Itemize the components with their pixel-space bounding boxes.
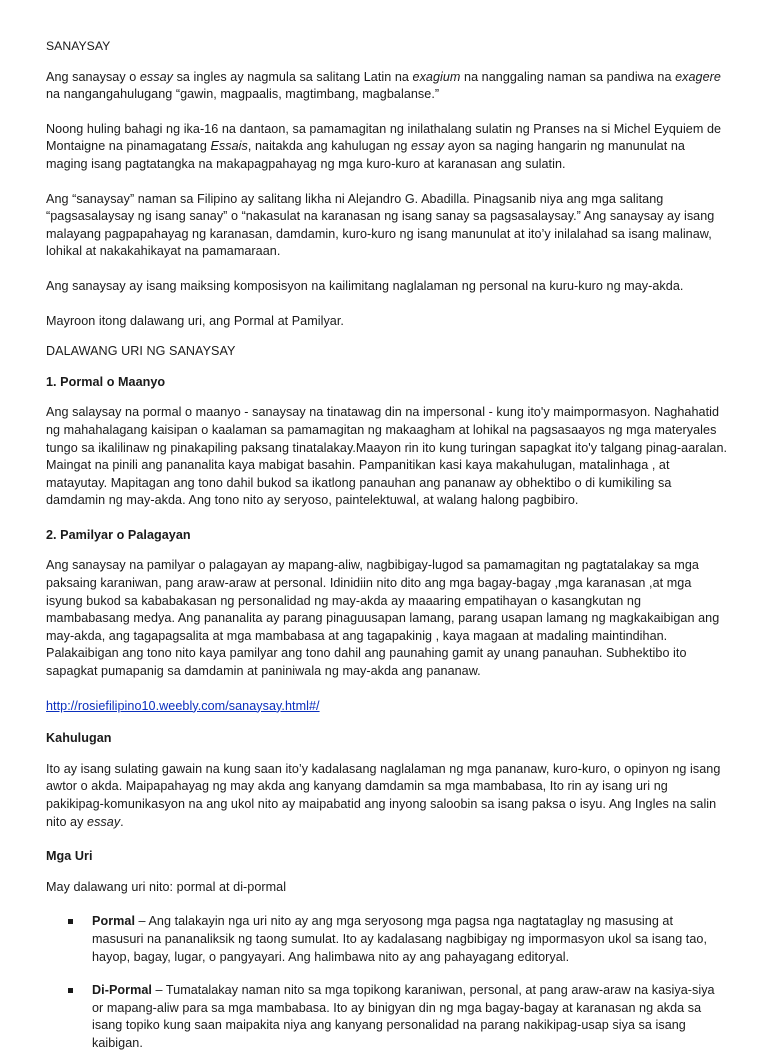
text-run: Noong huling bahagi ng ika-16 na dantaon, sa pamamagitan ng inilathalang sulatin ng Pranses na si Michel Eyquiem de Montaigne na pinamagatang	[46, 121, 722, 154]
italic-term-essay: essay	[139, 69, 174, 84]
list-item-text: – Ang talakayin nga uri nito ay ang mga seryosong mga pagsa nga nagtataglay ng masusing at masusuri na pananaliksik ng taong sumulat. Ito ay kadalasang nagbibigay ng impormasyon ukol sa isang tao, hayop, bagay, lugar, o pangyayari. Ang halimbawa nito ay ang pahayagang editoryal.	[92, 914, 708, 964]
intro-paragraph-3: Ang “sanaysay” naman sa Filipino ay salitang likha ni Alejandro G. Abadilla. Pinagsanib niya ang mga salitang “pagsasalaysay ng isang sanay” o “nakasulat na karanasan ng isang sanay sa pagsasalaysay.” Ang sanaysay ay isang malayang pagpapahayag ng karanasan, damdamin, kuro-kuro ng isang manunulat at ito’y inilalahad sa isang malinaw, lohikal at nakakahikayat na pamamaraan.	[46, 191, 715, 259]
italic-term-essay: essay	[87, 814, 121, 829]
italic-term-essais: Essais	[210, 139, 248, 154]
text-run: sa ingles ay nagmula sa salitang Latin na	[173, 69, 413, 84]
pamilyar-heading: 2. Pamilyar o Palagayan	[46, 527, 191, 542]
mga-uri-heading: Mga Uri	[46, 849, 93, 864]
bullet-icon	[68, 988, 73, 993]
mga-uri-intro: May dalawang uri nito: pormal at di-pormal	[46, 879, 287, 894]
intro-paragraph-4: Ang sanaysay ay isang maiksing komposisyon na kailimitang naglalaman ng personal na kuru-kuro ng may-akda.	[46, 278, 684, 293]
text-run: Ang sanaysay o	[46, 69, 140, 84]
list-item	[46, 913, 728, 966]
list-item-term: Pormal	[92, 914, 135, 929]
text-run: na nangangahulugang “gawin, magpaalis, magtimbang, magbalanse.”	[46, 87, 440, 102]
kahulugan-body	[46, 761, 728, 831]
text-run: .	[120, 814, 124, 829]
intro-paragraph-5: Mayroon itong dalawang uri, ang Pormal at Pamilyar.	[46, 313, 344, 328]
mga-uri-list	[46, 913, 728, 1052]
section-heading: DALAWANG URI NG SANAYSAY	[46, 344, 236, 359]
list-item	[46, 982, 728, 1052]
pamilyar-body: Ang sanaysay na pamilyar o palagayan ay mapang-aliw, nagbibigay-lugod sa pamamagitan ng pagtatalakay sa mga paksaing karaniwan, pang araw-araw at personal. Idinidiin nito dito ang mga bagay-bagay ,mga karanasan ,at mga isyung bukod sa kababakasan ng personalidad ng may-akda ay maaaring empatihayan o kasangkutan ng mambabasang medya. Ang pananalita ay parang pinaguusapan lamang, parang usapan lamang ng magkakaibigan ang may-akda, ang tagapagsalita at mga mambabasa at ang tagapakinig , kaya magaan at madaling maintindihan. Palakaibigan ang tono nito kaya pamilyar ang tono dahil ang paunahing gamit ay unang panauhan. Subhektibo ito sapagkat pumapanig sa damdamin at paniniwala ng may-akda ang pananaw.	[46, 558, 720, 679]
text-run: ayon sa naging hangarin ng manunulat na maging isang pagtatangka na makapagpahayag ng mga kuro-kuro at karanasan ang sulatin.	[46, 139, 685, 171]
intro-paragraph-1	[46, 69, 728, 104]
text-run: Ito ay isang sulating gawain na kung saan ito’y kadalasang naglalaman ng mga pananaw, kuro-kuro, o opinyon ng isang awtor o akda. Maipapahayag ng may akda ang kanyang damdamin sa mga mambabasa, Ito rin ay isang uri ng pakikipag-komunikasyon na ang ukol nito ay maipabatid ang inyong saloobin sa isang paksa o isyu. Ang Ingles na salin nito ay	[46, 761, 721, 829]
intro-paragraph-2	[46, 121, 728, 174]
text-run: , naitakda ang kahulugan ng	[247, 139, 412, 154]
document-title: SANAYSAY	[46, 39, 111, 53]
italic-term-exagium: exagium	[412, 69, 461, 84]
italic-term-exagere: exagere	[675, 69, 721, 84]
pormal-heading: 1. Pormal o Maanyo	[46, 374, 166, 389]
source-link[interactable]: http://rosiefilipino10.weebly.com/sanaysay.html#/	[46, 698, 320, 713]
pormal-body: Ang salaysay na pormal o maanyo - sanaysay na tinatawag din na impersonal - kung ito'y maimpormasyon. Naghahatid ng mahahalagang kaisipan o kaalaman sa pamamagitan ng makaagham at lohikal na pagsasaayos ng mga materyales tungo sa ikalilinaw ng pinakapiling paksang tinatalakay.Maayon rin ito kung turingan sapagkat ito'y talgang pinag-aaralan. Maingat na pinili ang pananalita kaya mabigat basahin. Pampanitikan kasi kaya makahulugan, matalinhaga , at matayutay. Mapitagan ang tono dahil bukod sa ikatlong panauhan ang pananaw ay obhektibo o di kumikiling sa damdamin ng may-akda. Ang tono nito ay seryoso, paintelektuwal, at walang halong pagbibiro.	[46, 405, 728, 508]
kahulugan-heading: Kahulugan	[46, 731, 112, 746]
bullet-icon	[68, 919, 73, 924]
text-run: na nanggaling naman sa pandiwa na	[460, 69, 676, 84]
list-item-term: Di-Pormal	[92, 983, 152, 998]
italic-term-essay: essay	[411, 139, 445, 154]
list-item-text: – Tumatalakay naman nito sa mga topikong karaniwan, personal, at pang araw-araw na kasiya-siya or mapang-aliw para sa mga mambabasa. Ito ay binigyan din ng mga bagay-bagay at karanasan ng akda sa isang topiko kung saan maipakita niya ang kanyang personalidad na parang nakikipag-usap siya sa isang kaibigan.	[92, 983, 715, 1050]
